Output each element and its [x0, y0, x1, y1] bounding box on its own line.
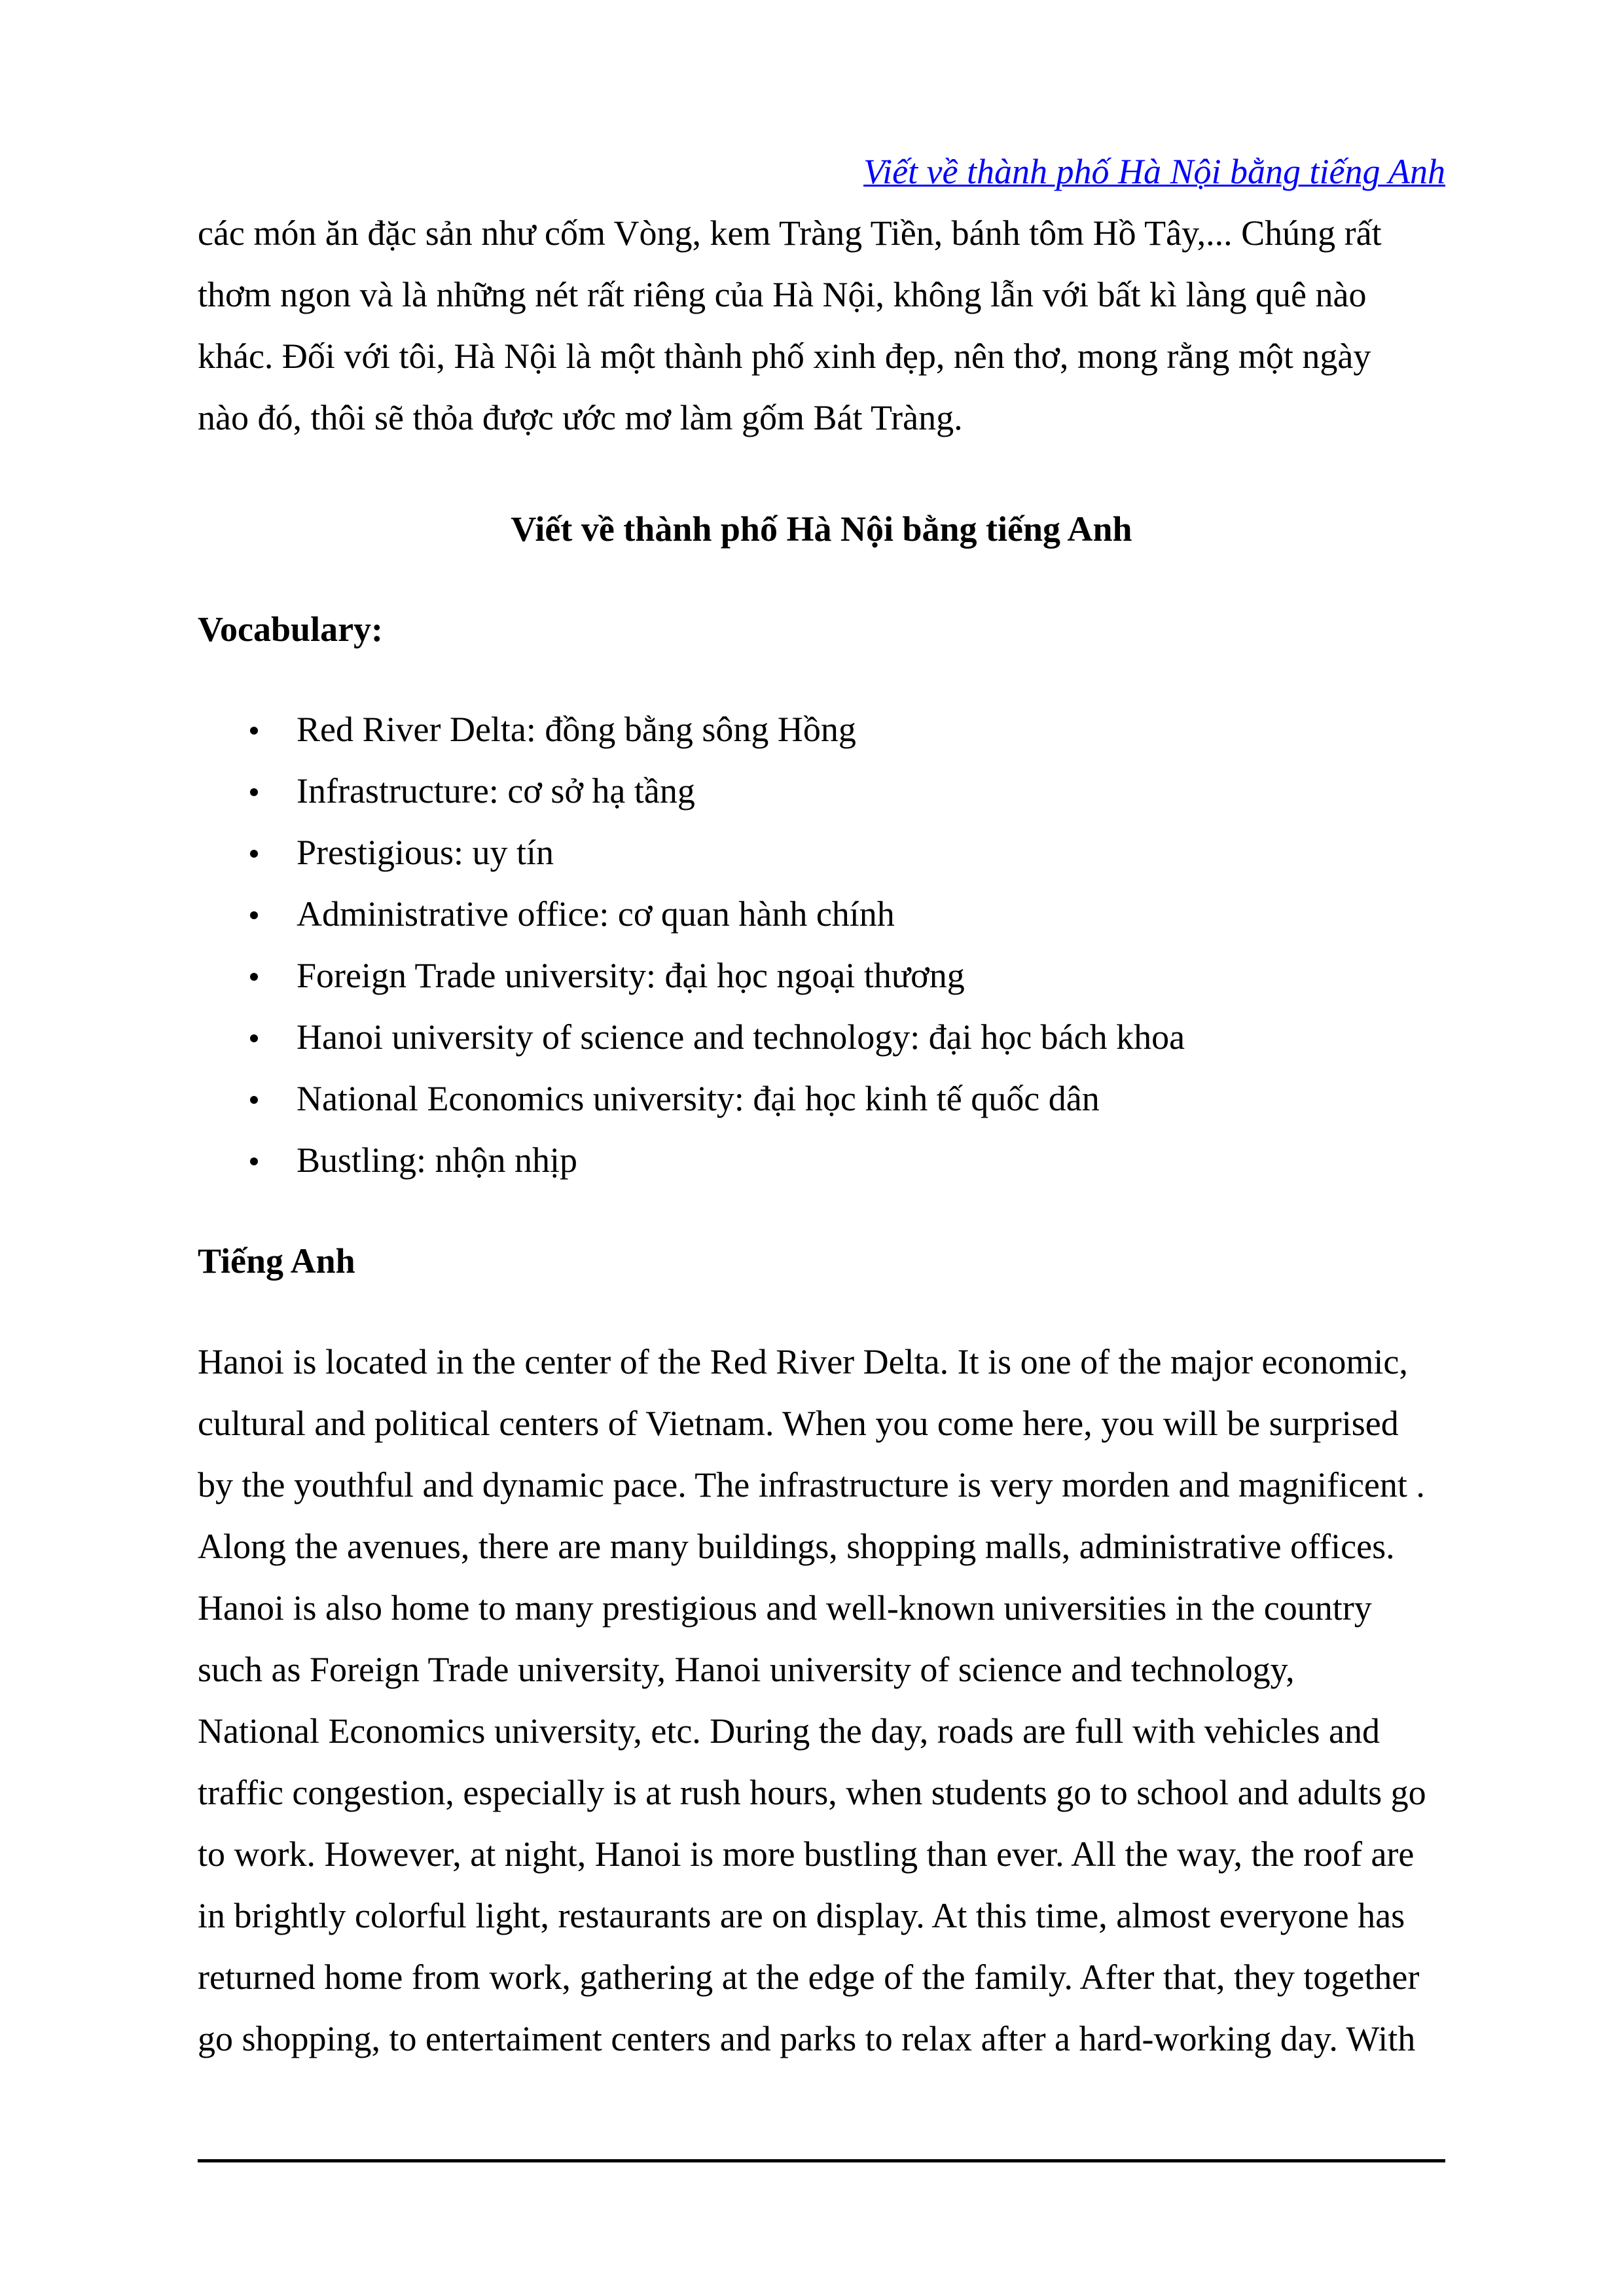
list-item-text: Foreign Trade university: đại học ngoại thương: [297, 956, 965, 995]
paragraph-line: Along the avenues, there are many buildings, shopping malls, administrative offices.: [198, 1527, 1395, 1566]
vocabulary-heading: Vocabulary:: [198, 610, 384, 649]
bullet-icon: [250, 1157, 258, 1165]
paragraph-line: Hanoi is also home to many prestigious and well-known universities in the country: [198, 1588, 1372, 1628]
list-item-text: Bustling: nhộn nhịp: [297, 1140, 578, 1180]
english-paragraph: [198, 1331, 1445, 2069]
paragraph-line: National Economics university, etc. During the day, roads are full with vehicles and: [198, 1711, 1380, 1751]
header-link[interactable]: Viết về thành phố Hà Nội bằng tiếng Anh: [863, 152, 1445, 191]
paragraph-line: in brightly colorful light, restaurants are on display. At this time, almost everyone has: [198, 1896, 1405, 1935]
paragraph-line: by the youthful and dynamic pace. The infrastructure is very morden and magnificent .: [198, 1465, 1425, 1504]
paragraph-line: go shopping, to entertaiment centers and parks to relax after a hard-working day. With: [198, 2019, 1416, 2058]
intro-paragraph: [198, 202, 1445, 448]
bullet-icon: [250, 973, 258, 981]
list-item-text: Administrative office: cơ quan hành chính: [297, 894, 895, 934]
paragraph-line: Hanoi is located in the center of the Red River Delta. It is one of the major economic,: [198, 1342, 1408, 1381]
paragraph-line: cultural and political centers of Vietnam. When you come here, you will be surprised: [198, 1404, 1399, 1443]
english-heading: Tiếng Anh: [198, 1241, 355, 1281]
list-item-text: National Economics university: đại học kinh tế quốc dân: [297, 1079, 1100, 1118]
bullet-icon: [250, 911, 258, 919]
paragraph-line: thơm ngon và là những nét rất riêng của Hà Nội, không lẫn với bất kì làng quê nào: [198, 275, 1367, 314]
list-item-text: Red River Delta: đồng bằng sông Hồng: [297, 710, 856, 749]
bullet-icon: [250, 850, 258, 858]
paragraph-line: returned home from work, gathering at the edge of the family. After that, they together: [198, 1958, 1420, 1997]
list-item-text: Infrastructure: cơ sở hạ tầng: [297, 771, 695, 811]
list-item: [198, 1006, 1445, 1068]
paragraph-line: khác. Đối với tôi, Hà Nội là một thành phố xinh đẹp, nên thơ, mong rằng một ngày: [198, 337, 1371, 376]
paragraph-line: nào đó, thôi sẽ thỏa được ước mơ làm gốm Bát Tràng.: [198, 398, 963, 437]
paragraph-line: such as Foreign Trade university, Hanoi university of science and technology,: [198, 1650, 1295, 1689]
list-item: [198, 760, 1445, 822]
bullet-icon: [250, 788, 258, 796]
list-item: [198, 699, 1445, 760]
paragraph-line: các món ăn đặc sản như cốm Vòng, kem Tràng Tiền, bánh tôm Hồ Tây,... Chúng rất: [198, 213, 1382, 253]
bullet-icon: [250, 1096, 258, 1104]
paragraph-line: to work. However, at night, Hanoi is more bustling than ever. All the way, the roof are: [198, 1834, 1415, 1874]
bullet-icon: [250, 727, 258, 735]
list-item: [198, 883, 1445, 945]
list-item: [198, 1068, 1445, 1129]
footer-divider: [198, 2159, 1445, 2162]
paragraph-line: traffic congestion, especially is at rush hours, when students go to school and adults go: [198, 1773, 1426, 1812]
list-item: [198, 945, 1445, 1006]
list-item-text: Hanoi university of science and technology: đại học bách khoa: [297, 1017, 1185, 1057]
vocabulary-list: [198, 699, 1445, 1191]
list-item: [198, 1129, 1445, 1191]
bullet-icon: [250, 1034, 258, 1042]
list-item: [198, 822, 1445, 883]
section-title: Viết về thành phố Hà Nội bằng tiếng Anh: [511, 509, 1132, 549]
list-item-text: Prestigious: uy tín: [297, 833, 554, 872]
